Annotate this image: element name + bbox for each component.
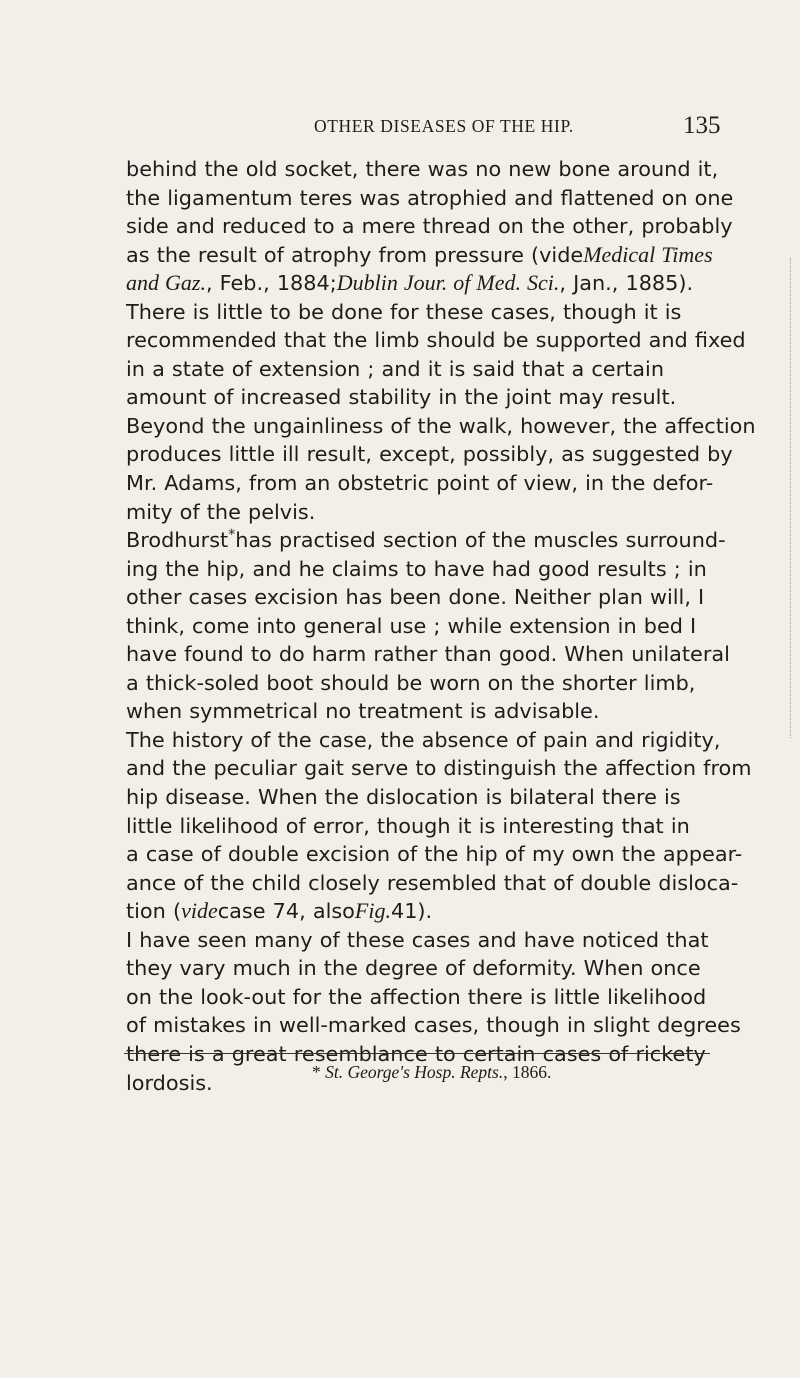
- line-text: [126, 269, 693, 298]
- text-line: [126, 612, 708, 641]
- text-line: [126, 326, 746, 355]
- line-text: they vary much in the degree of deformity. When once: [126, 956, 701, 981]
- text-line: [126, 469, 714, 498]
- citation-italic: Dublin Jour. of Med. Sci.: [336, 270, 560, 296]
- line-text-roman: as the result of atrophy from pressure (vide: [126, 242, 584, 267]
- text-line: [126, 754, 752, 783]
- line-text: lordosis.: [126, 1070, 213, 1095]
- line-text: side and reduced to a mere thread on the other, probably: [126, 214, 733, 239]
- text-line: [126, 869, 739, 898]
- line-text-roman: tion (: [126, 899, 182, 924]
- line-text: in a state of extension ; and it is said that a certain: [126, 356, 664, 381]
- line-text: on the look-out for the affection there is little likelihood: [126, 984, 707, 1009]
- text-line: [126, 241, 713, 270]
- line-text: there is a great resemblance to certain cases of rickety: [126, 1041, 706, 1066]
- line-text-roman: Brodhurst: [126, 528, 229, 553]
- text-line: [126, 897, 708, 926]
- line-text: have found to do harm rather than good. When unilateral: [126, 642, 730, 667]
- text-line: [126, 184, 734, 213]
- text-line: [126, 954, 708, 983]
- line-text: when symmetrical no treatment is advisable.: [126, 699, 600, 724]
- line-text: Beyond the ungainliness of the walk, however, the affection: [126, 413, 756, 438]
- line-text: little likelihood of error, though it is interesting that in: [126, 813, 690, 838]
- text-line: [126, 583, 708, 612]
- line-text-roman: , Jan., 1885).: [559, 271, 694, 296]
- line-text: and the peculiar gait serve to distinguish the affection from: [126, 756, 752, 781]
- footnote-marker: *: [312, 1062, 321, 1082]
- citation-italic: and Gaz.: [126, 270, 206, 296]
- text-line: [126, 1011, 741, 1040]
- text-line: [126, 212, 733, 241]
- line-text: hip disease. When the dislocation is bilateral there is: [126, 785, 681, 810]
- margin-scan-artifact: [790, 258, 795, 738]
- text-line: [126, 298, 708, 327]
- line-text: [126, 897, 432, 926]
- line-text: Brodhurst*has practised section of the muscles surround-: [126, 526, 726, 555]
- text-line: [126, 526, 726, 555]
- line-text: think, come into general use ; while extension in bed I: [126, 613, 697, 638]
- line-text: ance of the child closely resembled that of double disloca-: [126, 870, 739, 895]
- line-text: mity of the pelvis.: [126, 499, 316, 524]
- citation-italic: vide: [181, 898, 218, 924]
- line-text: the ligamentum teres was atrophied and flattened on one: [126, 185, 734, 210]
- line-text-roman: case 74, also: [217, 899, 355, 924]
- line-text: amount of increased stability in the joint may result.: [126, 385, 677, 410]
- line-text: There is little to be done for these cases, though it is: [126, 299, 682, 324]
- line-text: other cases excision has been done. Neither plan will, I: [126, 585, 705, 610]
- text-line: [126, 555, 708, 584]
- text-line: [126, 440, 733, 469]
- text-line: [126, 726, 721, 755]
- text-line: [126, 383, 708, 412]
- footnote-year: , 1866.: [503, 1062, 552, 1082]
- line-text: a thick-soled boot should be worn on the shorter limb,: [126, 670, 696, 695]
- footnote-rule: [124, 1053, 710, 1054]
- line-text: The history of the case, the absence of pain and rigidity,: [126, 727, 721, 752]
- text-line: [126, 640, 730, 669]
- text-line: [126, 840, 743, 869]
- running-head: [0, 112, 800, 142]
- page-number: 135: [683, 112, 721, 139]
- line-text: ing the hip, and he claims to have had good results ; in: [126, 556, 707, 581]
- footnote: [312, 1062, 551, 1083]
- text-line: [126, 412, 756, 441]
- text-line: [126, 783, 708, 812]
- line-text: [126, 241, 713, 270]
- text-line: [126, 155, 719, 184]
- text-line: [126, 697, 708, 726]
- text-line: [126, 355, 708, 384]
- line-text-roman: , Feb., 1884;: [205, 271, 337, 296]
- line-text-roman: has practised section of the muscles surround-: [235, 528, 726, 553]
- text-line: [126, 983, 708, 1012]
- line-text: a case of double excision of the hip of my own the appear-: [126, 842, 743, 867]
- text-line: [126, 926, 708, 955]
- line-text: of mistakes in well-marked cases, though in slight degrees: [126, 1013, 741, 1038]
- citation-italic: Fig.: [354, 898, 391, 924]
- line-text: produces little ill result, except, possibly, as suggested by: [126, 442, 733, 467]
- line-text: recommended that the limb should be supported and fixed: [126, 328, 746, 353]
- line-text-roman: 41).: [390, 899, 433, 924]
- citation-italic: Medical Times: [583, 241, 713, 267]
- text-line: [126, 269, 708, 298]
- text-line: [126, 812, 708, 841]
- line-text: I have seen many of these cases and have noticed that: [126, 927, 709, 952]
- footnote-source: St. George's Hosp. Repts.: [325, 1062, 504, 1082]
- line-text: behind the old socket, there was no new bone around it,: [126, 157, 719, 181]
- line-text: Mr. Adams, from an obstetric point of view, in the defor-: [126, 471, 714, 496]
- text-line: [126, 669, 708, 698]
- running-title: OTHER DISEASES OF THE HIP.: [314, 116, 574, 136]
- text-line: [126, 498, 708, 527]
- body-text: [126, 155, 756, 1097]
